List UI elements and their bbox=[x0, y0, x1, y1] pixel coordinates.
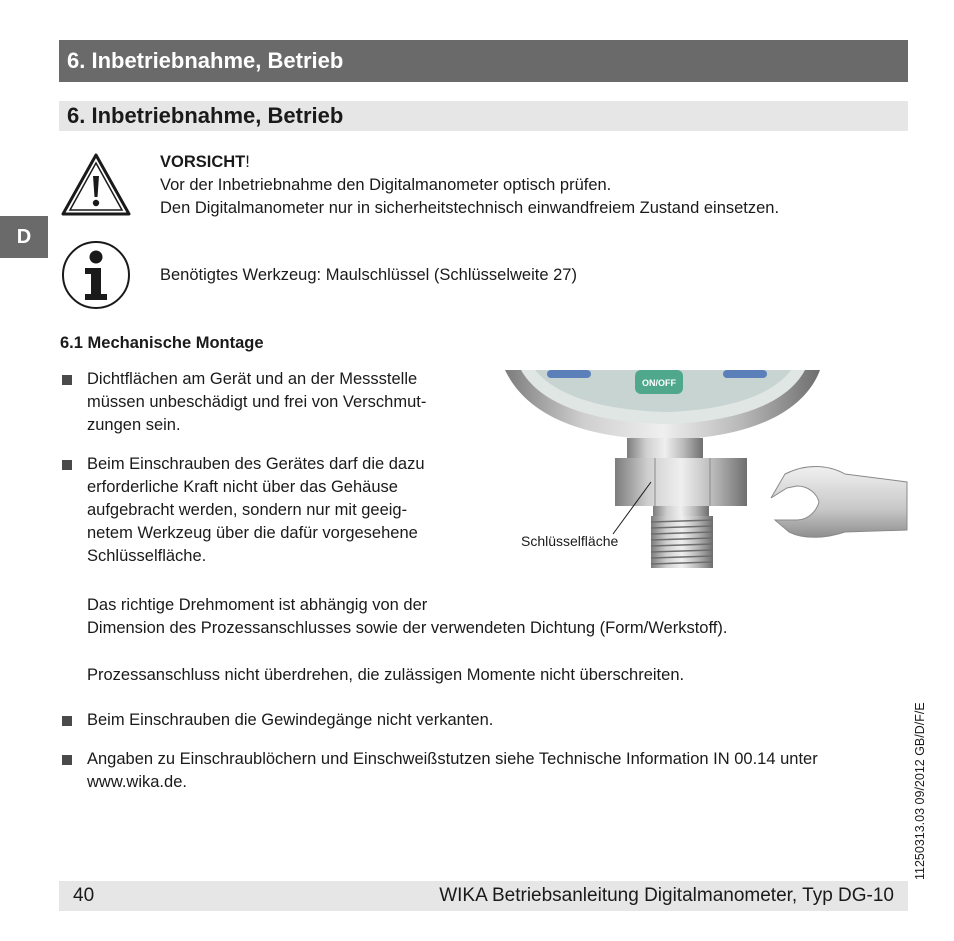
bullet-3-text: Beim Einschrauben die Gewindegänge nicht verkanten. bbox=[87, 711, 494, 729]
bullet-2-line: aufgebracht werden, sondern nur mit geeig- bbox=[87, 501, 408, 519]
footer-title: WIKA Betriebsanleitung Digitalmanometer, Typ DG-10 bbox=[439, 885, 894, 906]
bullet-marker bbox=[62, 460, 72, 470]
caution-exclamation: ! bbox=[245, 153, 250, 171]
overtighten-paragraph: Prozessanschluss nicht überdrehen, die zulässigen Momente nicht überschreiten. bbox=[87, 666, 685, 684]
info-icon bbox=[61, 240, 131, 310]
page-number: 40 bbox=[73, 885, 95, 906]
bullet-marker bbox=[62, 716, 72, 726]
bullet-2-line: netem Werkzeug über die dafür vorgesehene bbox=[87, 524, 418, 542]
bullet-2-line: erforderliche Kraft nicht über das Gehäuse bbox=[87, 478, 398, 496]
footer-bar bbox=[59, 881, 908, 911]
bullet-1-line: zungen sein. bbox=[87, 416, 181, 434]
caution-label: VORSICHT bbox=[160, 153, 246, 171]
bullet-1-line: Dichtflächen am Gerät und an der Messstelle bbox=[87, 370, 418, 388]
caution-line-2: Den Digitalmanometer nur in sicherheitstechnisch einwandfreiem Zustand einsetzen. bbox=[160, 199, 780, 217]
bullet-1-text bbox=[87, 368, 477, 437]
torque-paragraph bbox=[87, 594, 907, 640]
bullet-4-text bbox=[87, 748, 907, 794]
document-code: 11250313.03 09/2012 GB/D/F/E bbox=[913, 702, 927, 880]
language-tab: D bbox=[0, 216, 48, 258]
section-heading-bar bbox=[59, 101, 908, 131]
bullet-2-line: Beim Einschrauben des Gerätes darf die dazu bbox=[87, 455, 425, 473]
bullet-2-line: Schlüsselfläche. bbox=[87, 547, 207, 565]
bullet-marker bbox=[62, 755, 72, 765]
section-heading-title: 6. Inbetriebnahme, Betrieb bbox=[67, 103, 344, 128]
caution-line-1: Vor der Inbetriebnahme den Digitalmanometer optisch prüfen. bbox=[160, 176, 612, 194]
page-header-bar bbox=[59, 40, 908, 82]
bullet-2-text bbox=[87, 453, 477, 568]
info-text: Benötigtes Werkzeug: Maulschlüssel (Schlüsselweite 27) bbox=[160, 266, 577, 284]
page-header-title: 6. Inbetriebnahme, Betrieb bbox=[67, 48, 344, 73]
on-off-button-label: ON/OFF bbox=[642, 378, 676, 388]
torque-line: Dimension des Prozessanschlusses sowie der verwendeten Dichtung (Form/Werkstoff). bbox=[87, 619, 728, 637]
figure-caption: Schlüsselfläche bbox=[521, 533, 619, 549]
bullet-1-line: müssen unbeschädigt und frei von Verschmut- bbox=[87, 393, 427, 411]
bullet-4-line: www.wika.de. bbox=[87, 773, 187, 791]
bullet-4-line: Angaben zu Einschraublöchern und Einschweißstutzen siehe Technische Information IN 00.14 unter bbox=[87, 750, 818, 768]
subsection-title: 6.1 Mechanische Montage bbox=[60, 334, 264, 352]
caution-block bbox=[160, 151, 900, 220]
torque-line: Das richtige Drehmoment ist abhängig von der bbox=[87, 596, 428, 614]
bullet-marker bbox=[62, 375, 72, 385]
warning-triangle-icon bbox=[60, 152, 132, 218]
